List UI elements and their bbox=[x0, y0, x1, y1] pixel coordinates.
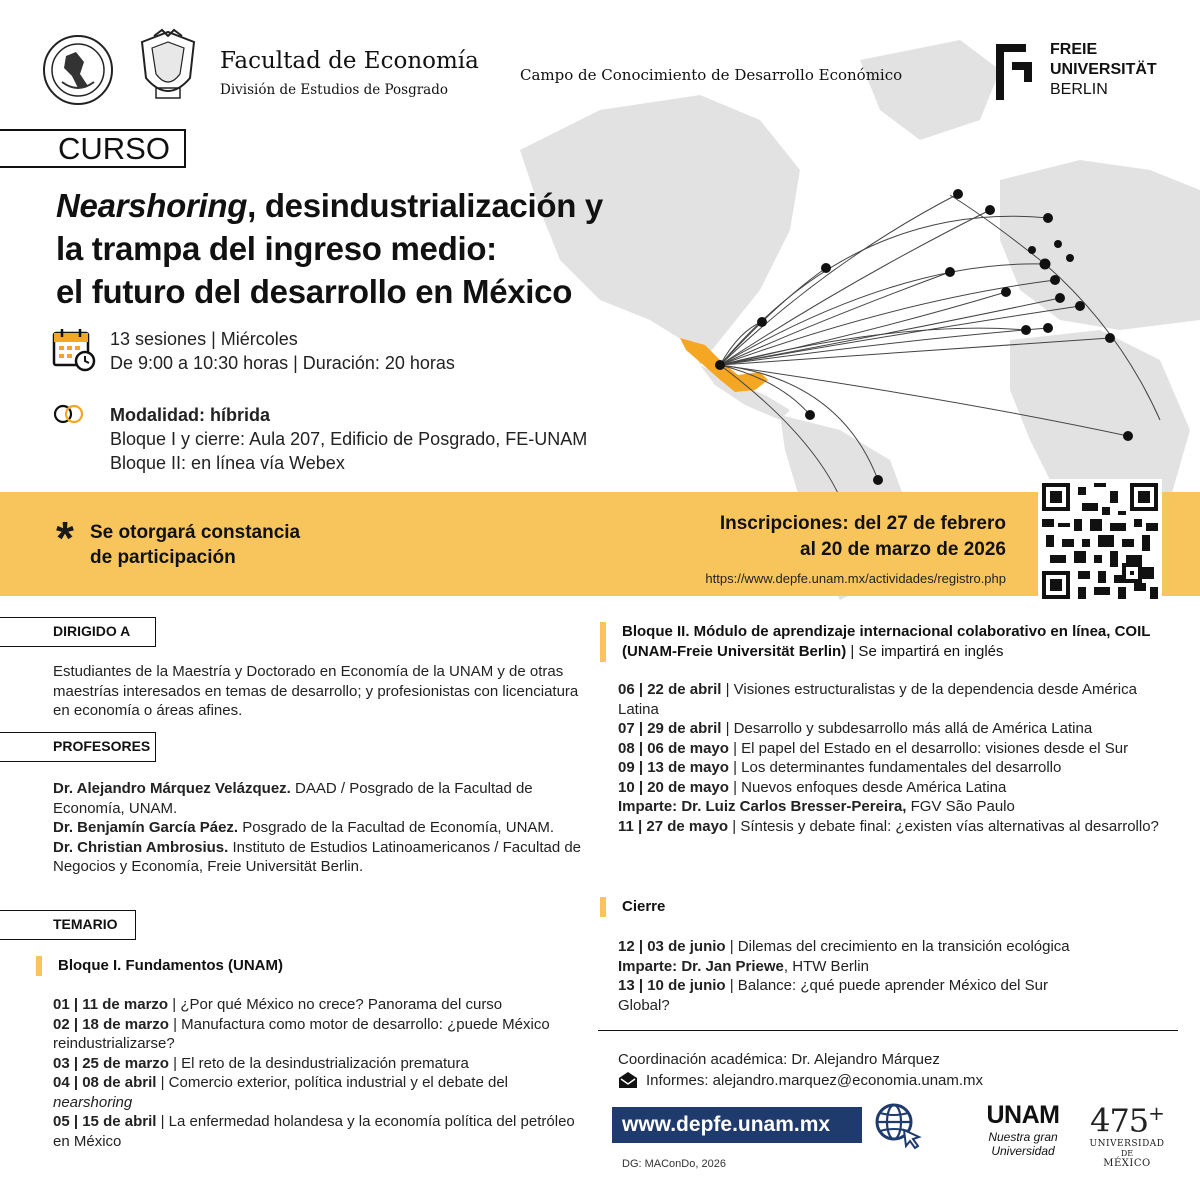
profesor-1: Dr. Alejandro Márquez Velázquez. DAAD / Posgrado de la Facultad de Economía, UNAM. bbox=[53, 780, 533, 817]
session-03: 03 | 25 de marzo | El reto de la desindustrialización prematura bbox=[53, 1054, 469, 1072]
session-05: 05 | 15 de abril | La enfermedad holandesa y la economía política del petróleo en México bbox=[53, 1113, 575, 1150]
insc-line1: Inscripciones: del 27 de febrero bbox=[719, 513, 1006, 534]
constancia-line2: de participación bbox=[90, 547, 236, 568]
schedule-line1: 13 sesiones | Miércoles bbox=[110, 329, 298, 349]
fu-line-3: BERLIN bbox=[1050, 81, 1108, 98]
informes-email[interactable]: Informes: alejandro.marquez@economia.unam.mx bbox=[646, 1072, 984, 1089]
session-10: 10 | 20 de mayo | Nuevos enfoques desde América Latina bbox=[618, 778, 1007, 796]
anniversary-plus: + bbox=[1148, 1101, 1164, 1125]
profesores-list bbox=[53, 779, 583, 877]
calendar-icon bbox=[52, 328, 96, 372]
faculty-name: Facultad de Economía bbox=[220, 48, 479, 74]
session-08: 08 | 06 de mayo | El papel del Estado en el desarrollo: visiones desde el Sur bbox=[618, 739, 1129, 757]
registration-link[interactable]: https://www.depfe.unam.mx/actividades/registro.php bbox=[705, 571, 1006, 586]
univ-line-3: MÉXICO bbox=[1103, 1157, 1151, 1169]
modality-line1: Bloque I y cierre: Aula 207, Edificio de Posgrado, FE-UNAM bbox=[110, 429, 588, 449]
schedule-line2: De 9:00 a 10:30 horas | Duración: 20 horas bbox=[110, 353, 455, 373]
bloque2-title: Bloque II. Módulo de aprendizaje internacional colaborativo en línea, COIL (UNAM-Freie Universität Berlin) | Se impartirá en inglés bbox=[600, 622, 1160, 662]
bloque1-title: Bloque I. Fundamentos (UNAM) bbox=[36, 956, 283, 976]
session-09: 09 | 13 de mayo | Los determinantes fundamentales del desarrollo bbox=[618, 759, 1062, 776]
asterisk-icon: * bbox=[56, 512, 74, 564]
hybrid-rings-icon bbox=[52, 404, 86, 424]
section-profesores: PROFESORES bbox=[0, 732, 156, 762]
univ-line-2: DE bbox=[1120, 1148, 1134, 1158]
modality-title: Modalidad: híbrida bbox=[110, 405, 270, 425]
unam-seal-logo bbox=[42, 34, 114, 106]
unam-slogan-2: Universidad bbox=[991, 1144, 1055, 1158]
qr-code[interactable] bbox=[1038, 479, 1162, 603]
title-line2: la trampa del ingreso medio: bbox=[56, 230, 497, 267]
profesor-3: Dr. Christian Ambrosius. Instituto de Estudios Latinoamericanos / Facultad de Negocios y Economía, Freie Universität Berlin. bbox=[53, 838, 582, 875]
bloque2-sessions bbox=[618, 680, 1168, 836]
facultad-economia-logo bbox=[132, 28, 204, 106]
design-credit: DG: MAConDo, 2026 bbox=[622, 1158, 726, 1170]
session-01: 01 | 11 de marzo | ¿Por qué México no crece? Panorama del curso bbox=[53, 996, 503, 1013]
globe-cursor-icon bbox=[872, 1100, 922, 1150]
footer-divider bbox=[598, 1030, 1178, 1031]
cierre-title: Cierre bbox=[600, 897, 665, 917]
title-italic: Nearshoring bbox=[56, 187, 248, 224]
imparte-bresser: Imparte: Dr. Luiz Carlos Bresser-Pereira, FGV São Paulo bbox=[618, 798, 1015, 815]
campo-conocimiento: Campo de Conocimiento de Desarrollo Económico bbox=[520, 66, 903, 84]
website-button[interactable]: www.depfe.unam.mx bbox=[612, 1107, 862, 1143]
session-06: 06 | 22 de abril | Visiones estructuralistas y de la dependencia desde América Latina bbox=[618, 681, 1137, 718]
freie-universitat-name bbox=[1050, 40, 1157, 100]
imparte-priewe: Imparte: Dr. Jan Priewe, HTW Berlin bbox=[618, 957, 869, 975]
fu-line-2: UNIVERSITÄT bbox=[1050, 61, 1157, 78]
course-title bbox=[56, 184, 603, 313]
475-aniversario-logo bbox=[1082, 1103, 1172, 1169]
modality-info bbox=[110, 403, 587, 475]
session-04: 04 | 08 de abril | Comercio exterior, política industrial y el debate del nearshoring bbox=[53, 1074, 508, 1111]
unam-slogan-1: Nuestra gran bbox=[988, 1130, 1058, 1144]
fu-line-1: FREIE bbox=[1050, 41, 1098, 58]
unam-logo bbox=[978, 1103, 1068, 1157]
dirigido-text: Estudiantes de la Maestría y Doctorado en Economía de la UNAM y de otras maestrías interesados en temas de desarrollo; y profesionistas con licenciatura en economía o áreas afines. bbox=[53, 663, 579, 719]
constancia-note bbox=[90, 520, 300, 570]
session-02: 02 | 18 de marzo | Manufactura como motor de desarrollo: ¿puede México reindustrializarse? bbox=[53, 1015, 550, 1052]
mail-icon bbox=[618, 1071, 638, 1089]
univ-line-1: UNIVERSIDAD bbox=[1089, 1138, 1165, 1149]
constancia-line1: Se otorgará constancia bbox=[90, 522, 301, 543]
bloque1-sessions bbox=[53, 995, 585, 1151]
coordinacion: Coordinación académica: Dr. Alejandro Márquez bbox=[618, 1051, 940, 1068]
unam-wordmark: UNAM bbox=[986, 1101, 1060, 1129]
session-12: 12 | 03 de junio | Dilemas del crecimiento en la transición ecológica bbox=[618, 938, 1070, 955]
section-dirigido: DIRIGIDO A bbox=[0, 617, 156, 647]
session-13: 13 | 10 de junio | Balance: ¿qué puede aprender México del Sur Global? bbox=[618, 977, 1049, 1014]
division-name: División de Estudios de Posgrado bbox=[220, 82, 449, 98]
title-line3: el futuro del desarrollo en México bbox=[56, 273, 573, 310]
inscripciones-dates bbox=[720, 511, 1006, 563]
session-07: 07 | 29 de abril | Desarrollo y subdesarrollo más allá de América Latina bbox=[618, 720, 1093, 737]
anniversary-years: 475 bbox=[1090, 1101, 1149, 1140]
freie-universitat-logo bbox=[996, 44, 1042, 100]
cierre-sessions bbox=[618, 937, 1168, 1015]
schedule-info bbox=[110, 327, 455, 375]
insc-line2: al 20 de marzo de 2026 bbox=[800, 539, 1006, 560]
curso-label: CURSO bbox=[0, 129, 186, 168]
session-11: 11 | 27 de mayo | Síntesis y debate final: ¿existen vías alternativas al desarrollo? bbox=[618, 817, 1159, 835]
profesor-2: Dr. Benjamín García Páez. Posgrado de la Facultad de Economía, UNAM. bbox=[53, 819, 555, 836]
modality-line2: Bloque II: en línea vía Webex bbox=[110, 453, 345, 473]
section-temario: TEMARIO bbox=[0, 910, 136, 940]
title-line1: , desindustrialización y bbox=[247, 187, 603, 224]
